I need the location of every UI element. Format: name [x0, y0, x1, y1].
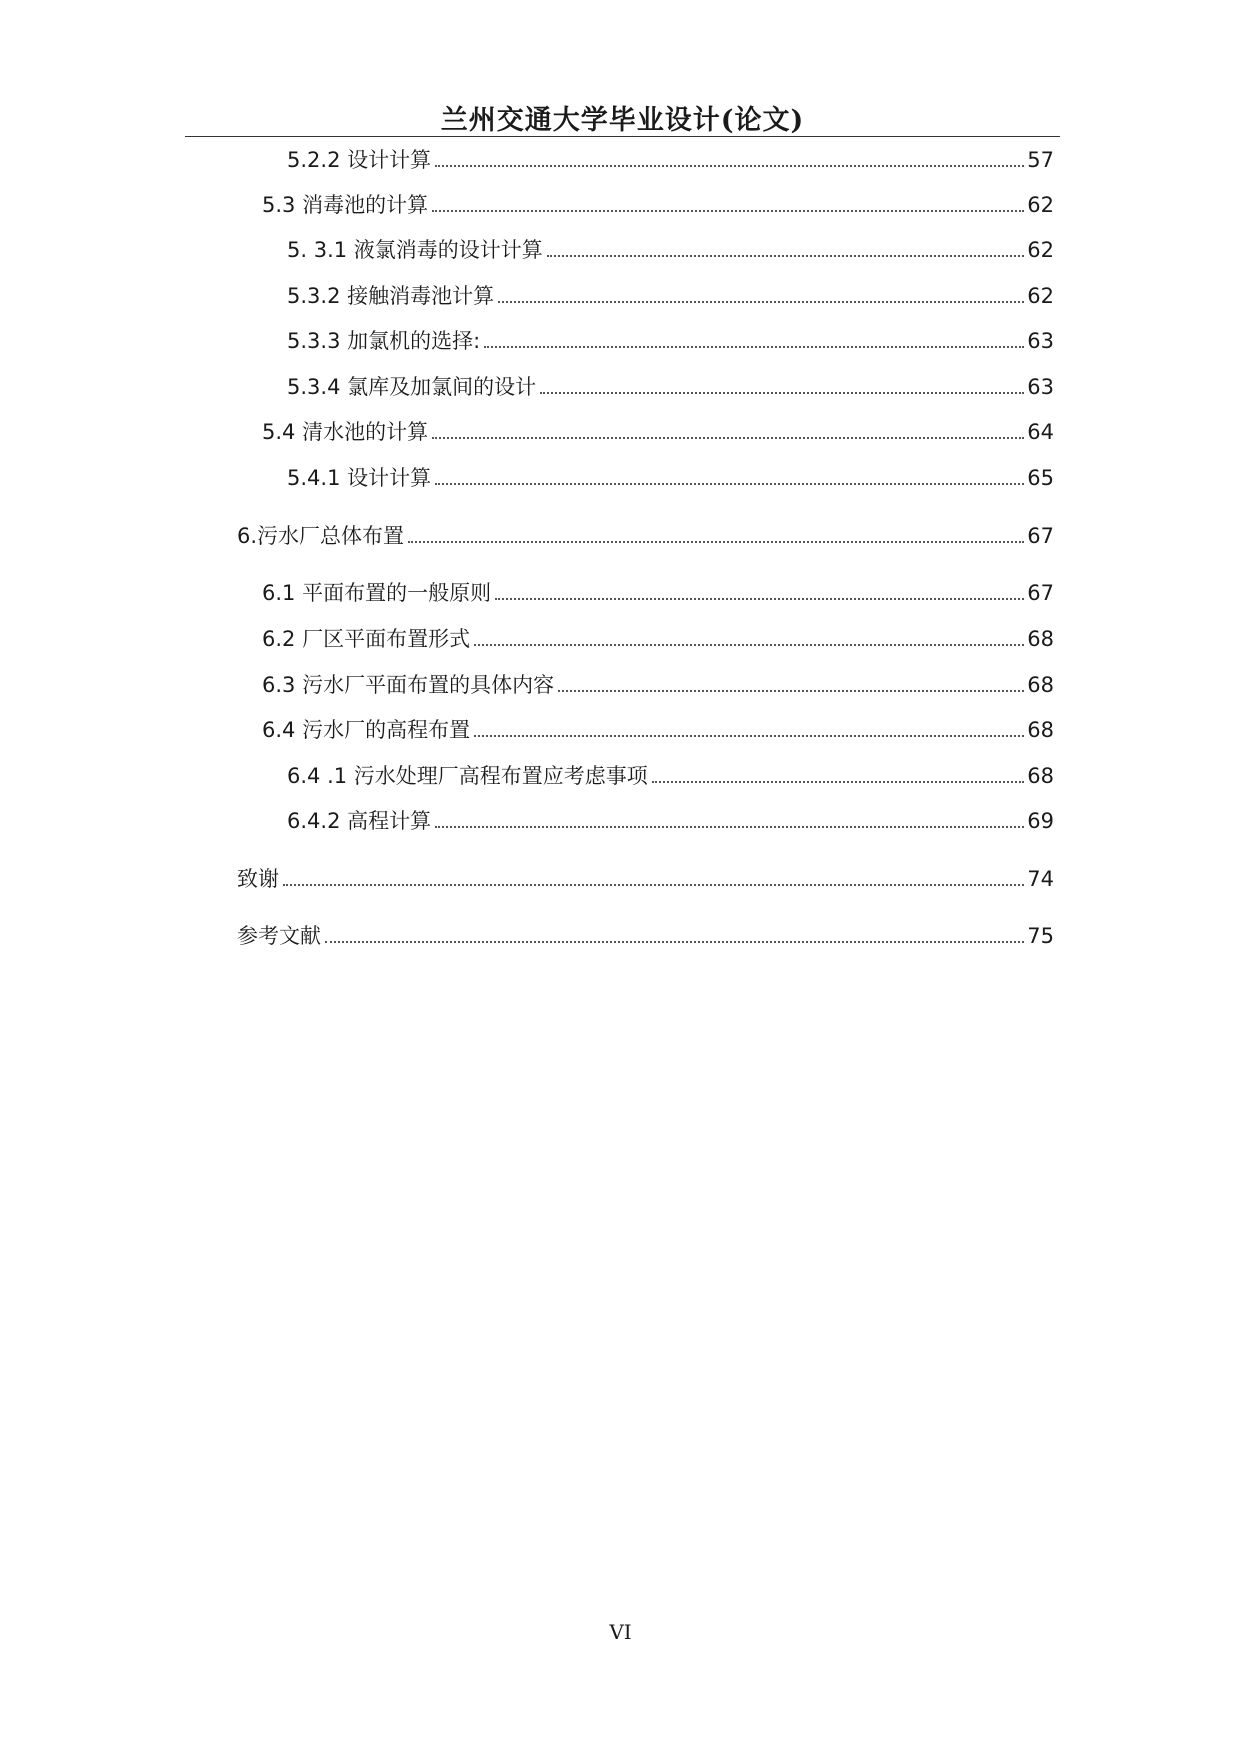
- toc-entry-page: 68: [1027, 764, 1054, 788]
- toc-entry-page: 69: [1027, 809, 1054, 833]
- toc-entry-label: 5. 3.1 液氯消毒的设计计算: [287, 238, 543, 262]
- toc-entry[interactable]: [287, 236, 1054, 264]
- toc-entry[interactable]: [287, 464, 1054, 492]
- toc-dot-leader: [495, 598, 1024, 600]
- toc-entry-label: 6.4 .1 污水处理厂高程布置应考虑事项: [287, 764, 648, 788]
- toc-dot-leader: [325, 941, 1024, 943]
- toc-dot-leader: [498, 301, 1024, 303]
- toc-dot-leader: [558, 690, 1024, 692]
- toc-entry-label: 6.3 污水厂平面布置的具体内容: [262, 673, 555, 697]
- toc-dot-leader: [484, 346, 1024, 348]
- toc-entry-label: 5.3 消毒池的计算: [262, 193, 429, 217]
- toc-entry-page: 74: [1027, 867, 1054, 891]
- toc-dot-leader: [547, 255, 1024, 257]
- toc-entry-page: 57: [1027, 148, 1054, 172]
- toc-entry[interactable]: [262, 191, 1054, 219]
- toc-entry-label: 致谢: [237, 867, 279, 891]
- toc-entry-page: 62: [1027, 238, 1054, 262]
- document-title: 兰州交通大学毕业设计(论文): [440, 105, 805, 136]
- toc-dot-leader: [408, 541, 1024, 543]
- toc-dot-leader: [474, 644, 1024, 646]
- toc-dot-leader: [435, 826, 1024, 828]
- toc-entry-page: 68: [1027, 673, 1054, 697]
- toc-entry-label: 5.3.2 接触消毒池计算: [287, 284, 495, 308]
- toc-entry-label: 6.污水厂总体布置: [237, 524, 405, 548]
- toc-entry[interactable]: [262, 716, 1054, 744]
- toc-entry-page: 75: [1027, 924, 1054, 948]
- toc-entry[interactable]: [237, 522, 1054, 550]
- toc-entry[interactable]: [262, 671, 1054, 699]
- toc-entry[interactable]: [287, 762, 1054, 790]
- toc-entry-label: 5.4 清水池的计算: [262, 420, 429, 444]
- toc-dot-leader: [432, 437, 1024, 439]
- page-number: VI: [609, 1620, 632, 1644]
- toc-entry[interactable]: [287, 146, 1054, 174]
- toc-entry[interactable]: [287, 373, 1054, 401]
- toc-entry-page: 67: [1027, 524, 1054, 548]
- toc-entry[interactable]: [287, 807, 1054, 835]
- toc-entry-page: 65: [1027, 466, 1054, 490]
- toc-dot-leader: [474, 735, 1024, 737]
- toc-entry-label: 6.4 污水厂的高程布置: [262, 718, 471, 742]
- toc-dot-leader: [540, 392, 1024, 394]
- toc-entry-label: 5.4.1 设计计算: [287, 466, 432, 490]
- toc-entry-page: 67: [1027, 581, 1054, 605]
- toc-entry-label: 5.2.2 设计计算: [287, 148, 432, 172]
- toc-entry-page: 63: [1027, 329, 1054, 353]
- toc-entry-label: 参考文献: [237, 924, 321, 948]
- toc-entry[interactable]: [237, 922, 1054, 950]
- toc-entry-page: 62: [1027, 193, 1054, 217]
- toc-entry[interactable]: [262, 418, 1054, 446]
- toc-entry-label: 6.2 厂区平面布置形式: [262, 627, 471, 651]
- toc-entry[interactable]: [287, 282, 1054, 310]
- toc-entry-page: 64: [1027, 420, 1054, 444]
- toc-entry-page: 63: [1027, 375, 1054, 399]
- toc-entry-page: 62: [1027, 284, 1054, 308]
- toc-entry[interactable]: [262, 625, 1054, 653]
- toc-entry-label: 6.4.2 高程计算: [287, 809, 432, 833]
- toc-entry-label: 6.1 平面布置的一般原则: [262, 581, 492, 605]
- toc-dot-leader: [432, 210, 1024, 212]
- toc-entry-label: 5.3.3 加氯机的选择:: [287, 329, 481, 353]
- toc-entry[interactable]: [287, 327, 1054, 355]
- toc-entry-label: 5.3.4 氯库及加氯间的设计: [287, 375, 537, 399]
- toc-dot-leader: [652, 781, 1024, 783]
- toc-dot-leader: [435, 483, 1024, 485]
- toc-dot-leader: [283, 884, 1024, 886]
- toc-entry[interactable]: [237, 865, 1054, 893]
- toc-entry[interactable]: [262, 579, 1054, 607]
- toc-entry-page: 68: [1027, 627, 1054, 651]
- toc-entry-page: 68: [1027, 718, 1054, 742]
- toc-dot-leader: [435, 165, 1024, 167]
